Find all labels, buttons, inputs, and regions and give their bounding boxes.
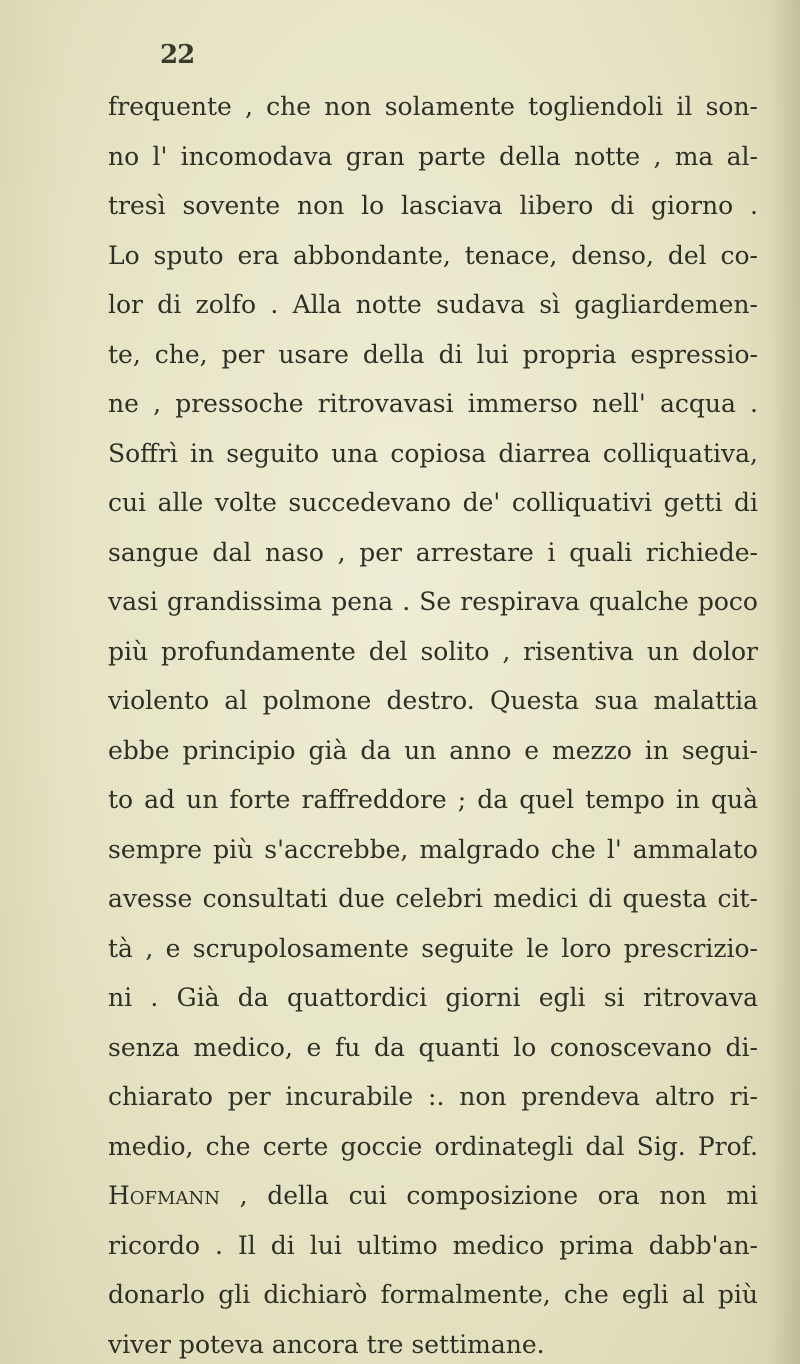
text-line-1: frequente , che non solamente togliendoli il son-: [108, 92, 758, 121]
text-line-6: te, che, per usare della di lui propria espressio-: [108, 339, 758, 369]
page-number: 22: [160, 40, 195, 70]
text-line-10: sangue dal naso , per arrestare i quali richiede-: [108, 537, 758, 567]
text-line-14: ebbe principio già da un anno e mezzo in segui-: [108, 735, 758, 765]
text-line-19: ni . Già da quattordici giorni egli si ritrovava: [108, 983, 758, 1012]
text-line-23: [108, 1171, 758, 1221]
text-line-4: Lo sputo era abbondante, tenace, denso, del co-: [108, 240, 758, 270]
text-line-7: ne , pressoche ritrovavasi immerso nell' acqua .: [108, 389, 758, 418]
text-line-3: tresì sovente non lo lasciava libero di giorno .: [108, 191, 758, 220]
text-line-13: violento al polmone destro. Questa sua malattia: [108, 686, 758, 715]
text-line-15: to ad un forte raffreddore ; da quel tempo in quà: [108, 785, 758, 814]
text-line-24: ricordo . Il di lui ultimo medico prima dabb'an-: [108, 1230, 758, 1260]
page-edge-shadow: [770, 0, 800, 1364]
text-line-26: viver poteva ancora tre settimane.: [108, 1329, 545, 1359]
text-line-22: medio, che certe goccie ordinategli dal Sig. Prof.: [108, 1131, 758, 1161]
text-line-18: tà , e scrupolosamente seguite le loro prescrizio-: [108, 933, 758, 963]
text-line-12: più profundamente del solito , risentiva un dolor: [108, 636, 758, 666]
text-line-11: vasi grandissima pena . Se respirava qualche poco: [108, 587, 758, 616]
text-line-17: avesse consultati due celebri medici di questa cit-: [108, 884, 758, 913]
text-line-8: Soffrì in seguito una copiosa diarrea colliquativa,: [108, 438, 758, 468]
text-line-16: sempre più s'accrebbe, malgrado che l' ammalato: [108, 834, 758, 864]
text-line-2: no l' incomodava gran parte della notte , ma al-: [108, 141, 758, 171]
text-line-23-rest: , della cui composizione ora non mi: [219, 1181, 758, 1210]
text-line-20: senza medico, e fu da quanti lo conoscevano di-: [108, 1032, 758, 1062]
text-line-21: chiarato per incurabile :. non prendeva altro ri-: [108, 1082, 758, 1111]
text-line-9: cui alle volte succedevano de' colliquativi getti di: [108, 488, 758, 517]
page-body-text: [108, 82, 758, 1364]
text-line-25: donarlo gli dichiarò formalmente, che egli al più: [108, 1280, 758, 1309]
text-line-5: lor di zolfo . Alla notte sudava sì gagliardemen-: [108, 290, 758, 319]
author-name-hofmann: Hofmann: [108, 1181, 220, 1210]
